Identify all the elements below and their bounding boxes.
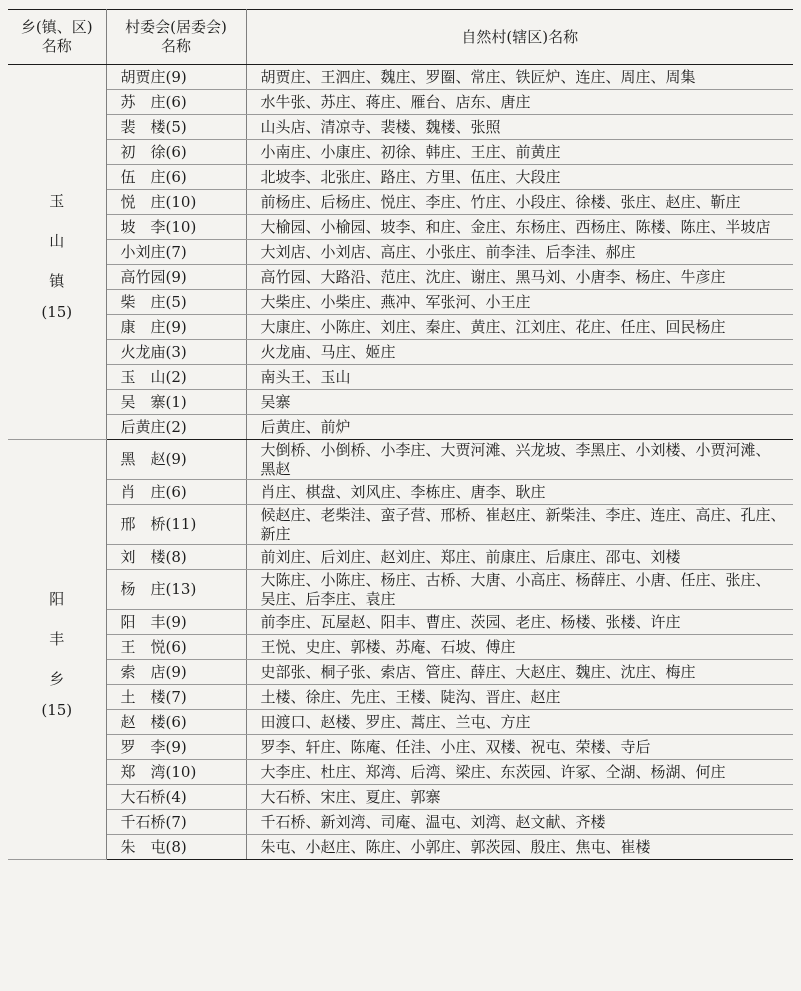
natural-villages-cell: 南头王、玉山	[246, 365, 793, 390]
natural-villages-cell	[246, 570, 793, 610]
village-cell: 郑 湾(10)	[106, 760, 246, 785]
village-cell: 玉 山(2)	[106, 365, 246, 390]
village-cell: 悦 庄(10)	[106, 190, 246, 215]
natural-villages-cell: 火龙庙、马庄、姬庄	[246, 340, 793, 365]
natural-villages-cell: 胡贾庄、王泗庄、魏庄、罗圈、常庄、铁匠炉、连庄、周庄、周集	[246, 65, 793, 90]
natural-villages-cell: 大石桥、宋庄、夏庄、郭寨	[246, 785, 793, 810]
table-row	[8, 610, 793, 635]
village-cell: 胡贾庄(9)	[106, 65, 246, 90]
header-village-line1: 村委会(居委会)	[125, 18, 227, 36]
natural-villages-line: 黑赵	[260, 459, 291, 478]
natural-villages-line: 大陈庄、小陈庄、杨庄、古桥、大唐、小高庄、杨薛庄、小唐、任庄、张庄、	[260, 570, 771, 589]
village-cell: 罗 李(9)	[106, 735, 246, 760]
table-row	[8, 505, 793, 545]
village-cell: 初 徐(6)	[106, 140, 246, 165]
village-cell: 康 庄(9)	[106, 315, 246, 340]
natural-villages-cell: 千石桥、新刘湾、司庵、温屯、刘湾、赵文献、齐楼	[246, 810, 793, 835]
village-cell: 大石桥(4)	[106, 785, 246, 810]
table-row	[8, 440, 793, 480]
admin-division-table	[8, 9, 793, 860]
natural-villages-cell: 大刘店、小刘店、高庄、小张庄、前李洼、后李洼、郝庄	[246, 240, 793, 265]
natural-villages-cell: 水牛张、苏庄、蒋庄、雁台、店东、唐庄	[246, 90, 793, 115]
village-cell: 小刘庄(7)	[106, 240, 246, 265]
natural-villages-cell: 小南庄、小康庄、初徐、韩庄、王庄、前黄庄	[246, 140, 793, 165]
header-village	[106, 10, 246, 65]
village-cell: 索 店(9)	[106, 660, 246, 685]
table-row	[8, 190, 793, 215]
village-cell: 苏 庄(6)	[106, 90, 246, 115]
township-group-yangfeng	[8, 440, 793, 860]
village-cell: 吴 寨(1)	[106, 390, 246, 415]
village-cell: 赵 楼(6)	[106, 710, 246, 735]
village-cell: 杨 庄(13)	[106, 570, 246, 610]
natural-villages-line: 吴庄、后李庄、袁庄	[260, 589, 396, 608]
natural-villages-cell: 大康庄、小陈庄、刘庄、秦庄、黄庄、江刘庄、花庄、任庄、回民杨庄	[246, 315, 793, 340]
village-cell: 邢 桥(11)	[106, 505, 246, 545]
table-row	[8, 315, 793, 340]
table-row	[8, 365, 793, 390]
header-township-line2: 名称	[41, 37, 72, 55]
natural-villages-cell: 高竹园、大路沿、范庄、沈庄、谢庄、黑马刘、小唐李、杨庄、牛彦庄	[246, 265, 793, 290]
table-row	[8, 570, 793, 610]
table-row	[8, 290, 793, 315]
township-count: (15)	[41, 303, 73, 321]
natural-villages-cell: 后黄庄、前炉	[246, 415, 793, 440]
table-row	[8, 735, 793, 760]
header-village-line2: 名称	[160, 37, 191, 55]
table-row	[8, 760, 793, 785]
table-row	[8, 115, 793, 140]
table-row	[8, 685, 793, 710]
village-cell: 后黄庄(2)	[106, 415, 246, 440]
natural-villages-cell: 前杨庄、后杨庄、悦庄、李庄、竹庄、小段庄、徐楼、张庄、赵庄、靳庄	[246, 190, 793, 215]
natural-villages-line: 候赵庄、老柴洼、蛮子营、邢桥、崔赵庄、新柴洼、李庄、连庄、高庄、孔庄、	[260, 505, 786, 524]
village-cell: 坡 李(10)	[106, 215, 246, 240]
header-natural: 自然村(辖区)名称	[246, 10, 793, 65]
village-cell: 高竹园(9)	[106, 265, 246, 290]
header-township-line1: 乡(镇、区)	[20, 18, 93, 36]
table-row	[8, 65, 793, 90]
table-row	[8, 140, 793, 165]
table-row	[8, 165, 793, 190]
village-cell: 裴 楼(5)	[106, 115, 246, 140]
header-row	[8, 10, 793, 65]
village-cell: 王 悦(6)	[106, 635, 246, 660]
township-char: 镇	[49, 272, 65, 290]
village-cell: 柴 庄(5)	[106, 290, 246, 315]
village-cell: 千石桥(7)	[106, 810, 246, 835]
table-row	[8, 90, 793, 115]
township-name	[49, 181, 64, 301]
table-row	[8, 340, 793, 365]
township-cell	[8, 440, 106, 860]
village-cell: 阳 丰(9)	[106, 610, 246, 635]
township-char: 阳	[49, 589, 65, 608]
table-row	[8, 390, 793, 415]
village-cell: 肖 庄(6)	[106, 480, 246, 505]
natural-villages-cell: 大榆园、小榆园、坡李、和庄、金庄、东杨庄、西杨庄、陈楼、陈庄、半坡店	[246, 215, 793, 240]
natural-villages-cell: 大李庄、杜庄、郑湾、后湾、梁庄、东茨园、许冢、仝湖、杨湖、何庄	[246, 760, 793, 785]
table-row	[8, 215, 793, 240]
natural-villages-cell: 北坡李、北张庄、路庄、方里、伍庄、大段庄	[246, 165, 793, 190]
natural-villages-cell: 肖庄、棋盘、刘风庄、李栋庄、唐李、耿庄	[246, 480, 793, 505]
natural-villages-cell: 山头店、清凉寺、裴楼、魏楼、张照	[246, 115, 793, 140]
natural-villages-cell: 前李庄、瓦屋赵、阳丰、曹庄、茨园、老庄、杨楼、张楼、许庄	[246, 610, 793, 635]
township-char: 玉	[49, 192, 65, 210]
table-row	[8, 545, 793, 570]
village-cell: 黑 赵(9)	[106, 440, 246, 480]
township-cell	[8, 65, 106, 440]
township-char: 山	[49, 232, 65, 250]
township-name	[49, 579, 64, 699]
natural-villages-cell: 罗李、轩庄、陈庵、任洼、小庄、双楼、祝屯、荣楼、寺后	[246, 735, 793, 760]
table-row	[8, 710, 793, 735]
natural-villages-cell: 土楼、徐庄、先庄、王楼、陡沟、晋庄、赵庄	[246, 685, 793, 710]
table-row	[8, 660, 793, 685]
table-row	[8, 810, 793, 835]
natural-villages-cell	[246, 505, 793, 545]
natural-villages-cell: 前刘庄、后刘庄、赵刘庄、郑庄、前康庄、后康庄、邵屯、刘楼	[246, 545, 793, 570]
table-row	[8, 415, 793, 440]
natural-villages-cell: 大柴庄、小柴庄、燕冲、军张河、小王庄	[246, 290, 793, 315]
table-row	[8, 785, 793, 810]
table-row	[8, 265, 793, 290]
table-row	[8, 240, 793, 265]
village-cell: 伍 庄(6)	[106, 165, 246, 190]
natural-villages-cell: 田渡口、赵楼、罗庄、蒿庄、兰屯、方庄	[246, 710, 793, 735]
table-row	[8, 635, 793, 660]
header-township	[8, 10, 106, 65]
village-cell: 刘 楼(8)	[106, 545, 246, 570]
village-cell: 土 楼(7)	[106, 685, 246, 710]
natural-villages-cell: 王悦、史庄、郭楼、苏庵、石坡、傅庄	[246, 635, 793, 660]
natural-villages-line: 大倒桥、小倒桥、小李庄、大贾河滩、兴龙坡、李黑庄、小刘楼、小贾河滩、	[260, 440, 771, 459]
township-char: 丰	[49, 629, 65, 648]
table-row	[8, 480, 793, 505]
table-row	[8, 835, 793, 860]
natural-villages-cell: 朱屯、小赵庄、陈庄、小郭庄、郭茨园、殷庄、焦屯、崔楼	[246, 835, 793, 860]
natural-villages-cell: 史部张、桐子张、索店、管庄、薛庄、大赵庄、魏庄、沈庄、梅庄	[246, 660, 793, 685]
township-count: (15)	[41, 700, 73, 719]
natural-villages-cell	[246, 440, 793, 480]
natural-villages-cell: 吴寨	[246, 390, 793, 415]
township-char: 乡	[49, 669, 65, 688]
village-cell: 朱 屯(8)	[106, 835, 246, 860]
township-group-yushan	[8, 65, 793, 440]
village-cell: 火龙庙(3)	[106, 340, 246, 365]
natural-villages-line: 新庄	[260, 524, 291, 543]
